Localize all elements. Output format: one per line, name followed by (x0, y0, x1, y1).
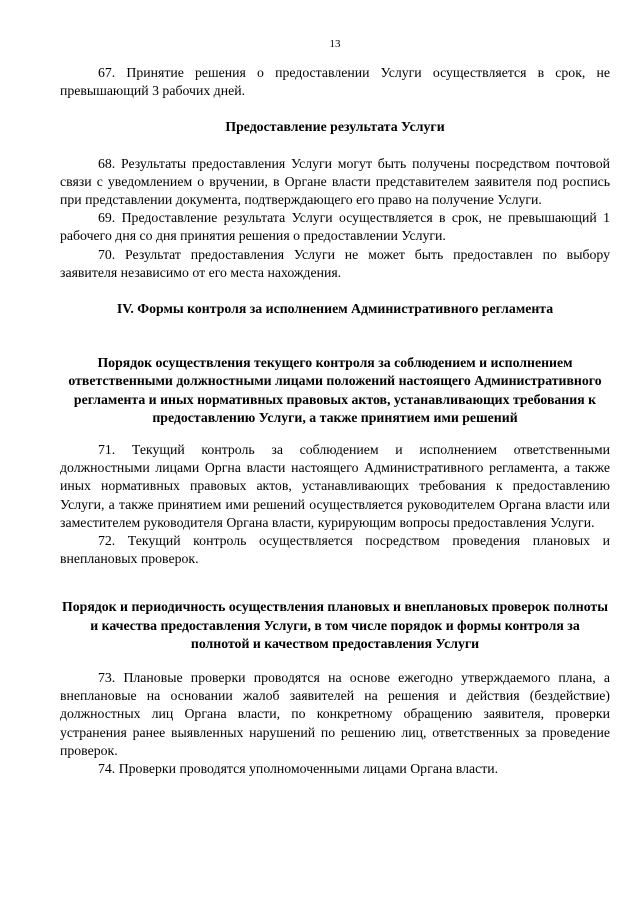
heading-current-control: Порядок осуществления текущего контроля за соблюдением и исполнением ответственными должностными лицами положений настоящего Административного регламента и иных нормативных правовых актов, устанавливающих требования к предоставлению Услуги, а также принятием ими решений (68, 355, 602, 425)
paragraph-72: 72. Текущий контроль осуществляется посредством проведения плановых и внеплановых проверок. (60, 533, 610, 567)
page-number: 13 (329, 38, 341, 50)
paragraph-73: 73. Плановые проверки проводятся на основе ежегодно утверждаемого плана, а внеплановые на основании жалоб заявителей на решения и действия (бездействие) должностных лиц Органа власти, по конкретному обращению заявителя, проверки устранения ранее выявленных нарушений по решению лиц, ответственных за проведение проверок. (60, 670, 610, 758)
heading-result: Предоставление результата Услуги (225, 119, 445, 135)
section-heading-iv: IV. Формы контроля за исполнением Административного регламента (116, 301, 554, 317)
paragraph-67: 67. Принятие решения о предоставлении Услуги осуществляется в срок, не превышающий 3 рабочих дней. (60, 65, 610, 99)
paragraph-68: 68. Результаты предоставления Услуги могут быть получены посредством почтовой связи с уведомлением о вручении, в Органе власти представителем заявителя под роспись при представлении документа, подтверждающего его право на получение Услуги. (60, 155, 610, 208)
paragraph-74: 74. Проверки проводятся уполномоченными лицами Органа власти. (98, 761, 499, 777)
paragraph-69: 69. Предоставление результата Услуги осуществляется в срок, не превышающий 1 рабочего дня со дня принятия решения о предоставлении Услуги. (60, 210, 610, 244)
paragraph-70: 70. Результат предоставления Услуги не может быть предоставлен по выбору заявителя независимо от его места нахождения. (60, 246, 610, 280)
heading-inspections: Порядок и периодичность осуществления плановых и внеплановых проверок полноты и качества предоставления Услуги, в том числе порядок и формы контроля за полнотой и качеством предоставления Услуги (62, 599, 608, 651)
paragraph-71: 71. Текущий контроль за соблюдением и исполнением ответственными должностными лицами Оргна власти настоящего Административного регламента, а также иных нормативных правовых актов, устанавливающих требования к предоставлению Услуги, а также принятием ими решений осуществляется руководителем Органа власти или заместителем руководителя Органа власти, курирующим вопросы предоставления Услуги. (60, 442, 610, 530)
